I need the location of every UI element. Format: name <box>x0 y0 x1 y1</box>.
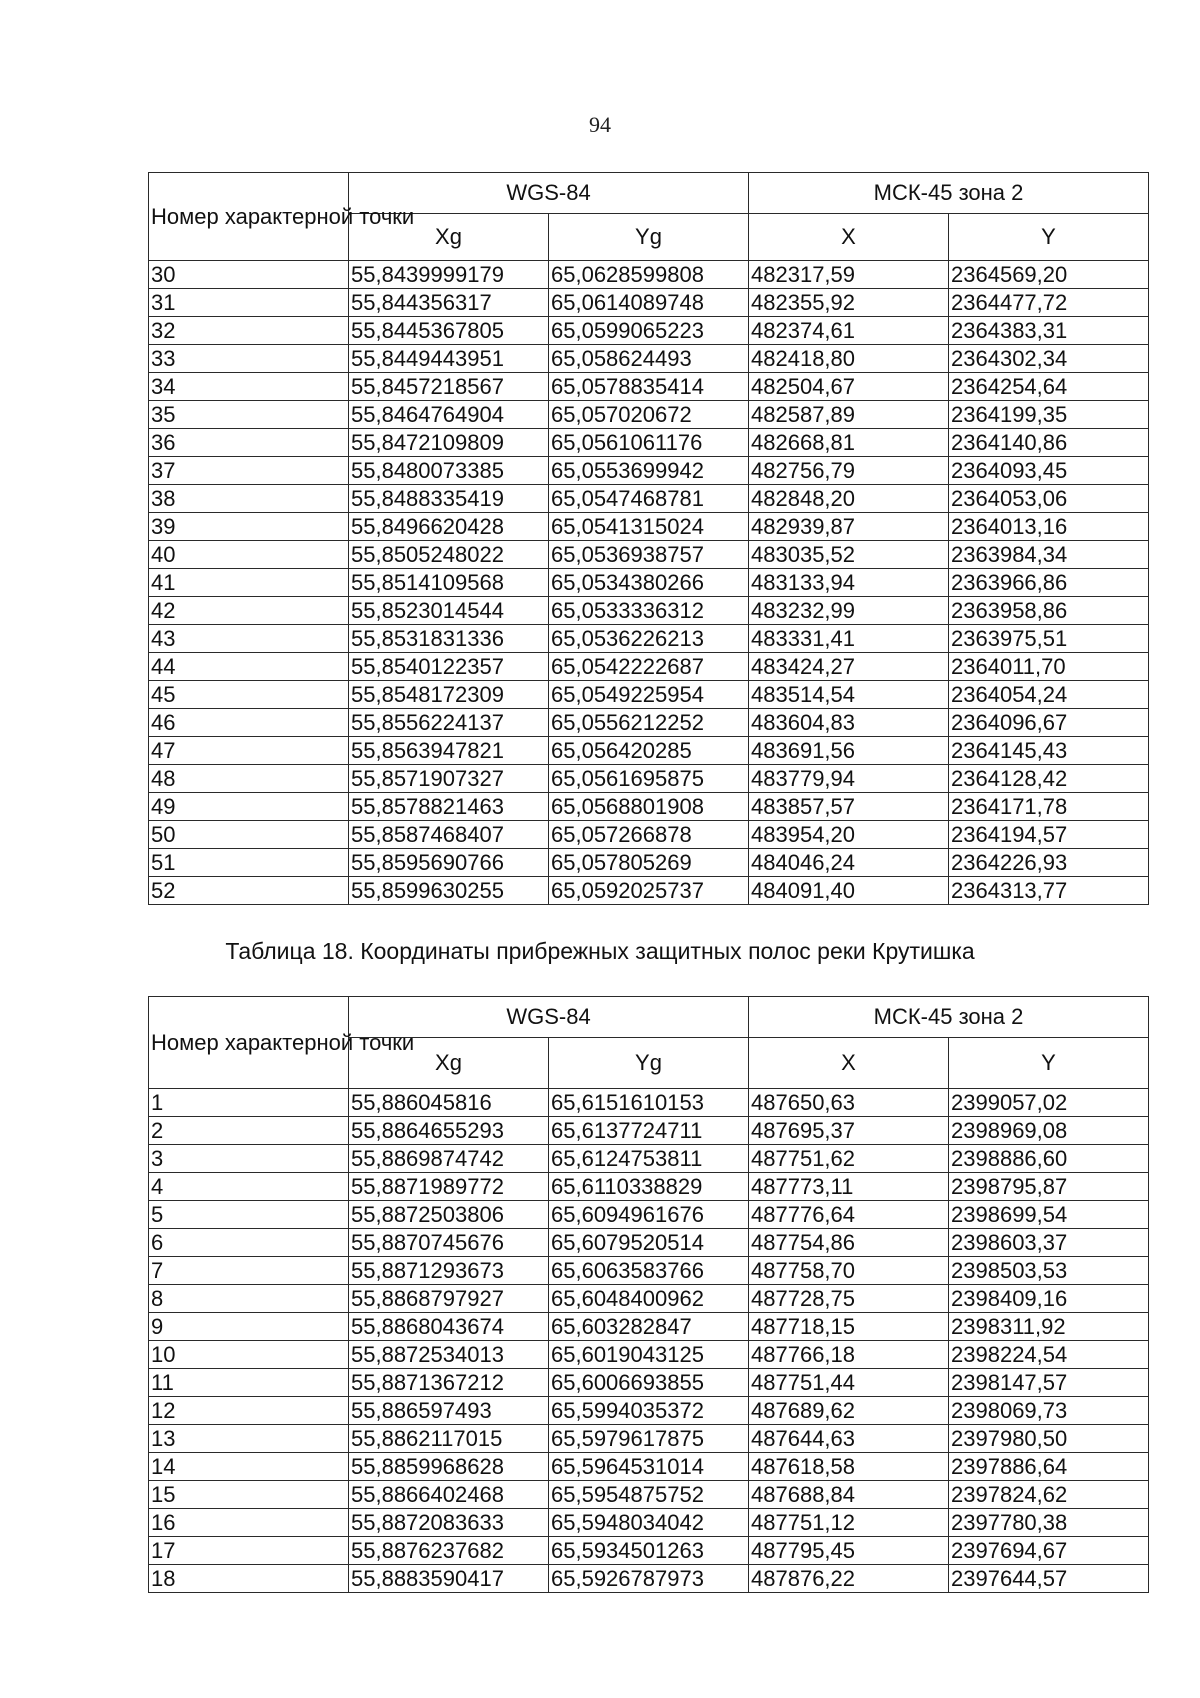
cell-yg: 65,0553699942 <box>549 457 749 485</box>
table-row <box>149 737 1149 765</box>
cell-x: 483331,41 <box>749 625 949 653</box>
cell-y: 2397644,57 <box>949 1565 1149 1593</box>
table-row <box>149 429 1149 457</box>
table-row <box>149 1089 1149 1117</box>
cell-xg: 55,8563947821 <box>349 737 549 765</box>
cell-y: 2397980,50 <box>949 1425 1149 1453</box>
cell-y: 2363984,34 <box>949 541 1149 569</box>
cell-y: 2363975,51 <box>949 625 1149 653</box>
cell-point-number: 34 <box>149 373 349 401</box>
cell-yg: 65,6019043125 <box>549 1341 749 1369</box>
cell-point-number: 50 <box>149 821 349 849</box>
cell-y: 2398603,37 <box>949 1229 1149 1257</box>
header-msk45: МСК-45 зона 2 <box>749 997 1149 1038</box>
cell-x: 482317,59 <box>749 261 949 289</box>
table-row <box>149 1509 1149 1537</box>
cell-yg: 65,0561695875 <box>549 765 749 793</box>
cell-point-number: 14 <box>149 1453 349 1481</box>
header-point-number: Номер характерной точки <box>149 173 349 261</box>
cell-yg: 65,058624493 <box>549 345 749 373</box>
header-y: Y <box>949 1038 1149 1089</box>
table-row <box>149 793 1149 821</box>
table-row <box>149 1341 1149 1369</box>
cell-yg: 65,0536938757 <box>549 541 749 569</box>
cell-x: 487773,11 <box>749 1173 949 1201</box>
header-msk45: МСК-45 зона 2 <box>749 173 1149 214</box>
cell-xg: 55,8464764904 <box>349 401 549 429</box>
header-yg: Yg <box>549 214 749 261</box>
table-row <box>149 1145 1149 1173</box>
cell-xg: 55,8571907327 <box>349 765 549 793</box>
cell-x: 487644,63 <box>749 1425 949 1453</box>
cell-x: 482587,89 <box>749 401 949 429</box>
cell-y: 2398069,73 <box>949 1397 1149 1425</box>
cell-yg: 65,0547468781 <box>549 485 749 513</box>
cell-yg: 65,6048400962 <box>549 1285 749 1313</box>
cell-point-number: 10 <box>149 1341 349 1369</box>
table-row <box>149 345 1149 373</box>
cell-xg: 55,8439999179 <box>349 261 549 289</box>
cell-yg: 65,0534380266 <box>549 569 749 597</box>
header-y: Y <box>949 214 1149 261</box>
cell-point-number: 31 <box>149 289 349 317</box>
cell-x: 487618,58 <box>749 1453 949 1481</box>
cell-xg: 55,8523014544 <box>349 597 549 625</box>
table-row <box>149 1173 1149 1201</box>
cell-y: 2363958,86 <box>949 597 1149 625</box>
cell-point-number: 4 <box>149 1173 349 1201</box>
cell-y: 2398503,53 <box>949 1257 1149 1285</box>
cell-y: 2397824,62 <box>949 1481 1149 1509</box>
cell-yg: 65,6063583766 <box>549 1257 749 1285</box>
cell-yg: 65,6124753811 <box>549 1145 749 1173</box>
cell-x: 484091,40 <box>749 877 949 905</box>
header-point-number: Номер характерной точки <box>149 997 349 1089</box>
cell-yg: 65,0568801908 <box>549 793 749 821</box>
cell-yg: 65,0542222687 <box>549 653 749 681</box>
cell-point-number: 2 <box>149 1117 349 1145</box>
cell-yg: 65,5954875752 <box>549 1481 749 1509</box>
cell-x: 487728,75 <box>749 1285 949 1313</box>
cell-xg: 55,8556224137 <box>349 709 549 737</box>
cell-xg: 55,8449443951 <box>349 345 549 373</box>
cell-xg: 55,8864655293 <box>349 1117 549 1145</box>
cell-x: 484046,24 <box>749 849 949 877</box>
cell-yg: 65,6137724711 <box>549 1117 749 1145</box>
table-body <box>149 261 1149 905</box>
table-row <box>149 653 1149 681</box>
cell-y: 2398147,57 <box>949 1369 1149 1397</box>
cell-point-number: 39 <box>149 513 349 541</box>
cell-xg: 55,8540122357 <box>349 653 549 681</box>
table-row <box>149 1453 1149 1481</box>
cell-xg: 55,8496620428 <box>349 513 549 541</box>
cell-xg: 55,8872534013 <box>349 1341 549 1369</box>
cell-x: 487650,63 <box>749 1089 949 1117</box>
cell-yg: 65,0533336312 <box>549 597 749 625</box>
cell-point-number: 30 <box>149 261 349 289</box>
cell-point-number: 13 <box>149 1425 349 1453</box>
cell-yg: 65,5979617875 <box>549 1425 749 1453</box>
cell-point-number: 8 <box>149 1285 349 1313</box>
cell-xg: 55,8445367805 <box>349 317 549 345</box>
cell-xg: 55,8868797927 <box>349 1285 549 1313</box>
header-wgs84: WGS-84 <box>349 997 749 1038</box>
cell-x: 487751,44 <box>749 1369 949 1397</box>
cell-point-number: 41 <box>149 569 349 597</box>
cell-xg: 55,8872083633 <box>349 1509 549 1537</box>
cell-point-number: 44 <box>149 653 349 681</box>
cell-y: 2364093,45 <box>949 457 1149 485</box>
cell-x: 487876,22 <box>749 1565 949 1593</box>
cell-yg: 65,0614089748 <box>549 289 749 317</box>
cell-xg: 55,886597493 <box>349 1397 549 1425</box>
cell-xg: 55,8587468407 <box>349 821 549 849</box>
cell-point-number: 35 <box>149 401 349 429</box>
header-wgs84: WGS-84 <box>349 173 749 214</box>
page-number: 94 <box>589 112 611 137</box>
cell-yg: 65,0536226213 <box>549 625 749 653</box>
cell-x: 482939,87 <box>749 513 949 541</box>
cell-y: 2364383,31 <box>949 317 1149 345</box>
cell-yg: 65,6079520514 <box>549 1229 749 1257</box>
cell-xg: 55,8595690766 <box>349 849 549 877</box>
cell-xg: 55,8866402468 <box>349 1481 549 1509</box>
table-row <box>149 1537 1149 1565</box>
cell-yg: 65,5934501263 <box>549 1537 749 1565</box>
cell-xg: 55,8859968628 <box>349 1453 549 1481</box>
table-row <box>149 1201 1149 1229</box>
cell-x: 487688,84 <box>749 1481 949 1509</box>
table-row <box>149 681 1149 709</box>
table-row <box>149 457 1149 485</box>
cell-point-number: 33 <box>149 345 349 373</box>
header-xg: Xg <box>349 1038 549 1089</box>
cell-yg: 65,056420285 <box>549 737 749 765</box>
cell-point-number: 9 <box>149 1313 349 1341</box>
cell-yg: 65,0628599808 <box>549 261 749 289</box>
cell-yg: 65,6006693855 <box>549 1369 749 1397</box>
cell-y: 2364171,78 <box>949 793 1149 821</box>
cell-x: 487751,62 <box>749 1145 949 1173</box>
table-row <box>149 1257 1149 1285</box>
cell-xg: 55,8870745676 <box>349 1229 549 1257</box>
cell-yg: 65,6151610153 <box>549 1089 749 1117</box>
cell-point-number: 40 <box>149 541 349 569</box>
cell-xg: 55,8876237682 <box>349 1537 549 1565</box>
cell-xg: 55,8871989772 <box>349 1173 549 1201</box>
header-yg: Yg <box>549 1038 749 1089</box>
cell-point-number: 7 <box>149 1257 349 1285</box>
cell-yg: 65,0541315024 <box>549 513 749 541</box>
cell-point-number: 42 <box>149 597 349 625</box>
cell-y: 2363966,86 <box>949 569 1149 597</box>
cell-x: 487754,86 <box>749 1229 949 1257</box>
table-row <box>149 569 1149 597</box>
cell-y: 2397780,38 <box>949 1509 1149 1537</box>
cell-point-number: 18 <box>149 1565 349 1593</box>
cell-point-number: 38 <box>149 485 349 513</box>
table-row <box>149 1313 1149 1341</box>
cell-yg: 65,0561061176 <box>549 429 749 457</box>
cell-x: 487776,64 <box>749 1201 949 1229</box>
table-row <box>149 1481 1149 1509</box>
table-row <box>149 1285 1149 1313</box>
cell-y: 2364313,77 <box>949 877 1149 905</box>
cell-x: 483514,54 <box>749 681 949 709</box>
table-row <box>149 1117 1149 1145</box>
cell-x: 487758,70 <box>749 1257 949 1285</box>
cell-xg: 55,8872503806 <box>349 1201 549 1229</box>
cell-y: 2364011,70 <box>949 653 1149 681</box>
table-row <box>149 821 1149 849</box>
cell-y: 2398311,92 <box>949 1313 1149 1341</box>
cell-x: 483035,52 <box>749 541 949 569</box>
cell-point-number: 15 <box>149 1481 349 1509</box>
table-row <box>149 289 1149 317</box>
cell-xg: 55,8862117015 <box>349 1425 549 1453</box>
cell-xg: 55,8472109809 <box>349 429 549 457</box>
cell-point-number: 36 <box>149 429 349 457</box>
cell-point-number: 46 <box>149 709 349 737</box>
cell-point-number: 11 <box>149 1369 349 1397</box>
table-row <box>149 261 1149 289</box>
header-x: X <box>749 214 949 261</box>
cell-y: 2364096,67 <box>949 709 1149 737</box>
cell-yg: 65,5948034042 <box>549 1509 749 1537</box>
cell-y: 2364194,57 <box>949 821 1149 849</box>
table-row <box>149 597 1149 625</box>
cell-point-number: 16 <box>149 1509 349 1537</box>
cell-xg: 55,8578821463 <box>349 793 549 821</box>
cell-xg: 55,8514109568 <box>349 569 549 597</box>
table-row <box>149 373 1149 401</box>
cell-x: 487689,62 <box>749 1397 949 1425</box>
cell-xg: 55,8868043674 <box>349 1313 549 1341</box>
cell-y: 2364226,93 <box>949 849 1149 877</box>
cell-x: 483424,27 <box>749 653 949 681</box>
cell-point-number: 37 <box>149 457 349 485</box>
cell-x: 482355,92 <box>749 289 949 317</box>
cell-xg: 55,8457218567 <box>349 373 549 401</box>
table-row <box>149 1565 1149 1593</box>
cell-y: 2364054,24 <box>949 681 1149 709</box>
cell-y: 2364477,72 <box>949 289 1149 317</box>
cell-xg: 55,8883590417 <box>349 1565 549 1593</box>
cell-point-number: 3 <box>149 1145 349 1173</box>
cell-yg: 65,0592025737 <box>549 877 749 905</box>
cell-yg: 65,603282847 <box>549 1313 749 1341</box>
cell-x: 487718,15 <box>749 1313 949 1341</box>
cell-yg: 65,057020672 <box>549 401 749 429</box>
table-caption: Таблица 18. Координаты прибрежных защитных полос реки Крутишка <box>225 938 975 964</box>
cell-x: 487766,18 <box>749 1341 949 1369</box>
cell-x: 482668,81 <box>749 429 949 457</box>
cell-x: 483133,94 <box>749 569 949 597</box>
cell-x: 487695,37 <box>749 1117 949 1145</box>
cell-x: 483954,20 <box>749 821 949 849</box>
cell-xg: 55,8531831336 <box>349 625 549 653</box>
cell-point-number: 43 <box>149 625 349 653</box>
cell-x: 482418,80 <box>749 345 949 373</box>
table-row <box>149 709 1149 737</box>
cell-point-number: 51 <box>149 849 349 877</box>
cell-yg: 65,5926787973 <box>549 1565 749 1593</box>
cell-yg: 65,0599065223 <box>549 317 749 345</box>
coordinates-table-krutishka <box>148 996 1149 1593</box>
cell-point-number: 32 <box>149 317 349 345</box>
cell-xg: 55,8599630255 <box>349 877 549 905</box>
cell-point-number: 49 <box>149 793 349 821</box>
cell-y: 2364145,43 <box>949 737 1149 765</box>
cell-x: 483857,57 <box>749 793 949 821</box>
cell-yg: 65,057805269 <box>549 849 749 877</box>
cell-yg: 65,5994035372 <box>549 1397 749 1425</box>
cell-yg: 65,0556212252 <box>549 709 749 737</box>
cell-xg: 55,844356317 <box>349 289 549 317</box>
cell-y: 2364302,34 <box>949 345 1149 373</box>
cell-yg: 65,057266878 <box>549 821 749 849</box>
cell-x: 482504,67 <box>749 373 949 401</box>
cell-y: 2364140,86 <box>949 429 1149 457</box>
cell-x: 482848,20 <box>749 485 949 513</box>
cell-point-number: 48 <box>149 765 349 793</box>
cell-xg: 55,886045816 <box>349 1089 549 1117</box>
cell-y: 2399057,02 <box>949 1089 1149 1117</box>
cell-x: 487751,12 <box>749 1509 949 1537</box>
coordinates-table-continued <box>148 172 1149 905</box>
table-row <box>149 541 1149 569</box>
cell-point-number: 6 <box>149 1229 349 1257</box>
cell-point-number: 47 <box>149 737 349 765</box>
cell-point-number: 12 <box>149 1397 349 1425</box>
table-row <box>149 401 1149 429</box>
cell-point-number: 17 <box>149 1537 349 1565</box>
table-row <box>149 317 1149 345</box>
cell-y: 2398224,54 <box>949 1341 1149 1369</box>
cell-yg: 65,0549225954 <box>549 681 749 709</box>
cell-y: 2364199,35 <box>949 401 1149 429</box>
table-row <box>149 485 1149 513</box>
table-row <box>149 1369 1149 1397</box>
cell-y: 2364053,06 <box>949 485 1149 513</box>
cell-xg: 55,8548172309 <box>349 681 549 709</box>
cell-yg: 65,6094961676 <box>549 1201 749 1229</box>
cell-y: 2398969,08 <box>949 1117 1149 1145</box>
cell-x: 487795,45 <box>749 1537 949 1565</box>
table-row <box>149 513 1149 541</box>
cell-xg: 55,8871367212 <box>349 1369 549 1397</box>
cell-x: 482374,61 <box>749 317 949 345</box>
cell-xg: 55,8480073385 <box>349 457 549 485</box>
table-row <box>149 765 1149 793</box>
cell-y: 2364013,16 <box>949 513 1149 541</box>
cell-point-number: 5 <box>149 1201 349 1229</box>
table-row <box>149 849 1149 877</box>
cell-y: 2397694,67 <box>949 1537 1149 1565</box>
table-body <box>149 1089 1149 1593</box>
cell-x: 483604,83 <box>749 709 949 737</box>
table-row <box>149 625 1149 653</box>
cell-yg: 65,5964531014 <box>549 1453 749 1481</box>
table-row <box>149 1229 1149 1257</box>
cell-x: 483779,94 <box>749 765 949 793</box>
cell-y: 2398699,54 <box>949 1201 1149 1229</box>
cell-y: 2364254,64 <box>949 373 1149 401</box>
cell-xg: 55,8488335419 <box>349 485 549 513</box>
cell-point-number: 52 <box>149 877 349 905</box>
cell-y: 2398795,87 <box>949 1173 1149 1201</box>
table-row <box>149 1397 1149 1425</box>
cell-yg: 65,6110338829 <box>549 1173 749 1201</box>
cell-point-number: 1 <box>149 1089 349 1117</box>
cell-point-number: 45 <box>149 681 349 709</box>
cell-xg: 55,8869874742 <box>349 1145 549 1173</box>
cell-x: 483232,99 <box>749 597 949 625</box>
cell-y: 2398409,16 <box>949 1285 1149 1313</box>
table-row <box>149 877 1149 905</box>
cell-y: 2398886,60 <box>949 1145 1149 1173</box>
cell-xg: 55,8505248022 <box>349 541 549 569</box>
cell-y: 2397886,64 <box>949 1453 1149 1481</box>
header-xg: Xg <box>349 214 549 261</box>
cell-x: 483691,56 <box>749 737 949 765</box>
cell-xg: 55,8871293673 <box>349 1257 549 1285</box>
cell-yg: 65,0578835414 <box>549 373 749 401</box>
cell-x: 482756,79 <box>749 457 949 485</box>
cell-y: 2364569,20 <box>949 261 1149 289</box>
table-row <box>149 1425 1149 1453</box>
header-x: X <box>749 1038 949 1089</box>
cell-y: 2364128,42 <box>949 765 1149 793</box>
